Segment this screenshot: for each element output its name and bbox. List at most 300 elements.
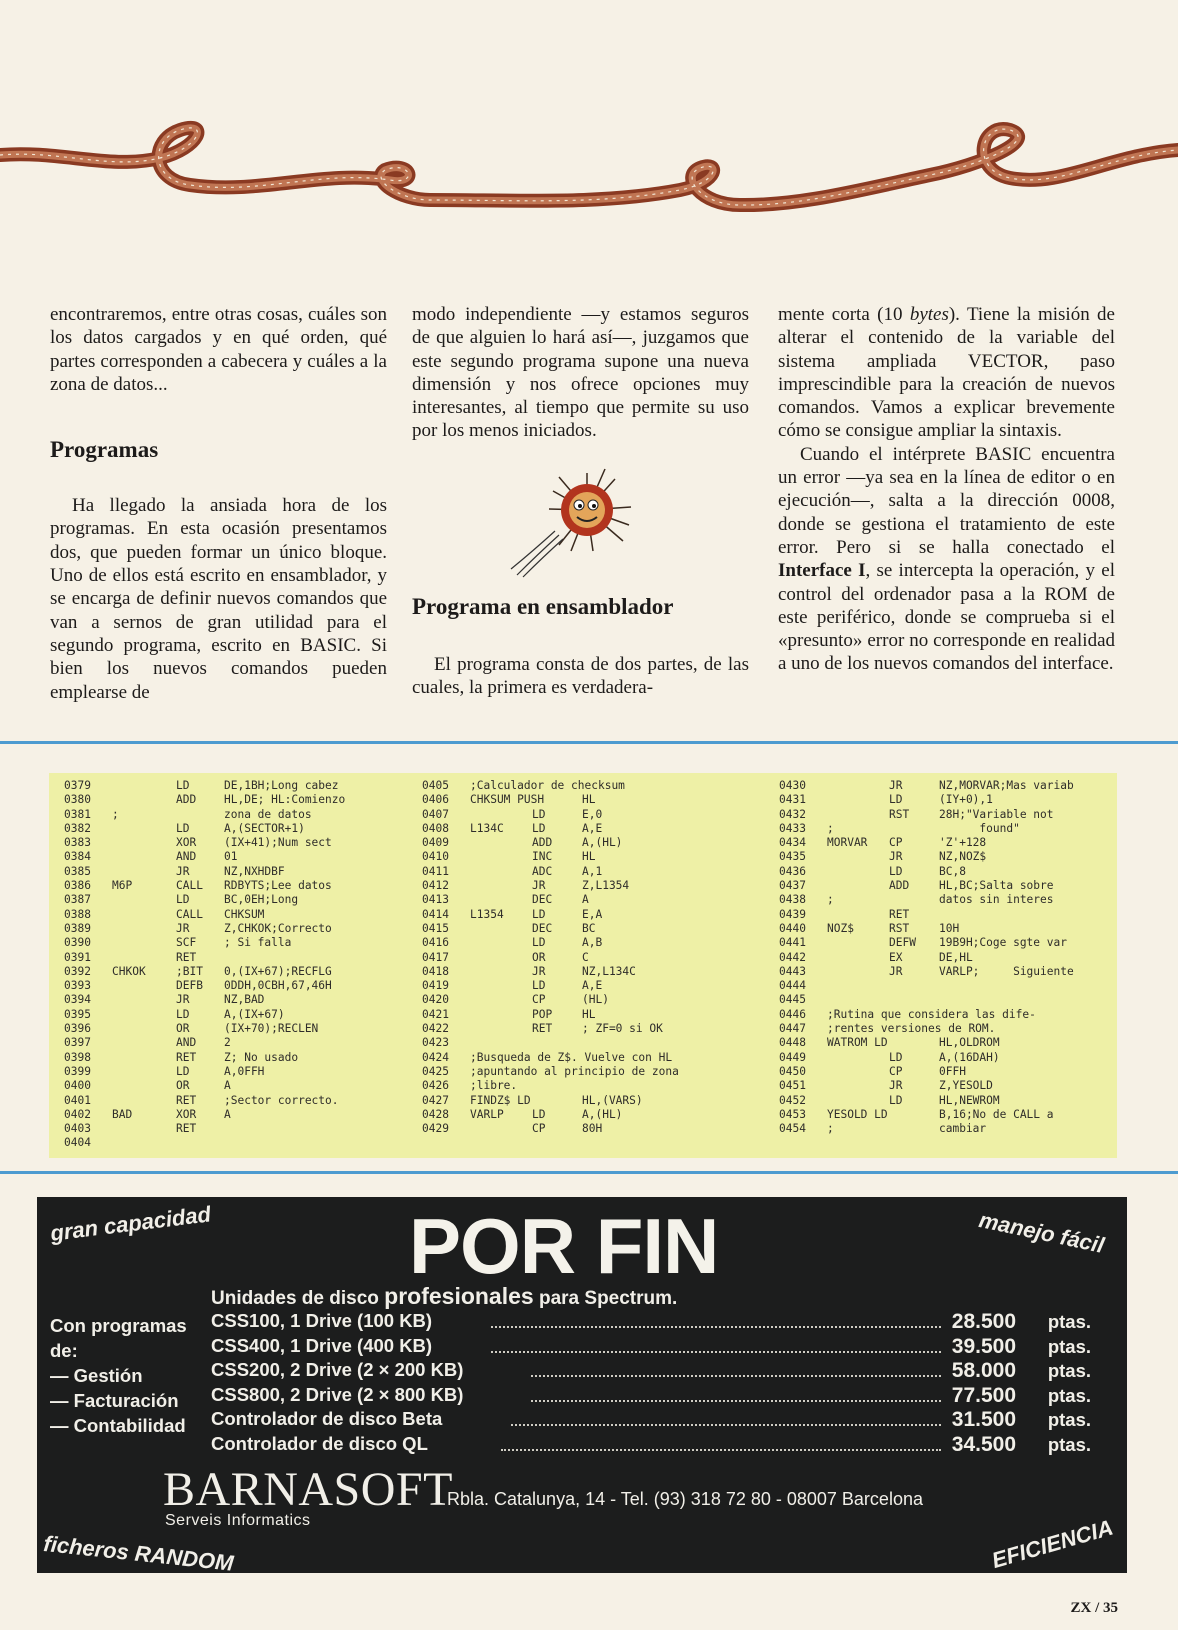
listing-line — [64, 1094, 394, 1108]
listing-num: 0416 — [422, 936, 449, 950]
body-paragraph: encontraremos, entre otras cosas, cuáles son los datos cargados y en qué orden, qué partes corresponden a cabecera y cuáles a la zona de datos... — [50, 304, 387, 395]
listing-num: 0384 — [64, 850, 91, 864]
listing-label: WATROM LD — [827, 1036, 888, 1050]
ribbon-illustration — [0, 110, 1178, 260]
product-name: CSS400, 1 Drive (400 KB) — [211, 1334, 433, 1356]
listing-num: 0436 — [779, 864, 806, 878]
listing-num: 0392 — [64, 964, 91, 978]
brand-address: Rbla. Catalunya, 14 - Tel. (93) 318 72 80 - 08007 Barcelona — [447, 1489, 923, 1509]
listing-label: ; — [827, 821, 834, 835]
product-price: 34.500 — [951, 1432, 1016, 1456]
listing-label: L134C — [470, 821, 504, 835]
listing-num: 0447 — [779, 1022, 806, 1036]
listing-num: 0440 — [779, 921, 806, 935]
listing-line — [64, 1079, 394, 1093]
listing-num: 0411 — [422, 864, 449, 878]
listing-num: 0401 — [64, 1093, 91, 1107]
listing-arg: datos sin interes — [939, 893, 1054, 907]
listing-num: 0397 — [64, 1036, 91, 1050]
listing-line — [779, 865, 1109, 879]
listing-line — [64, 1051, 394, 1065]
subtitle-part: para Spectrum. — [533, 1288, 678, 1309]
listing-num: 0413 — [422, 893, 449, 907]
listing-line — [64, 808, 394, 822]
listing-label: ;libre. — [470, 1079, 518, 1093]
listing-op: ADD — [532, 836, 553, 850]
listing-line — [64, 1108, 394, 1122]
listing-line — [64, 836, 394, 850]
listing-num: 0439 — [779, 907, 806, 921]
listing-line — [64, 822, 394, 836]
listing-line — [779, 1051, 1109, 1065]
listing-num: 0426 — [422, 1079, 449, 1093]
price-unit: ptas. — [1047, 1384, 1091, 1406]
assembly-listing — [49, 773, 1117, 1158]
listing-line — [422, 908, 767, 922]
price-unit: ptas. — [1047, 1433, 1091, 1455]
body-paragraph: Ha llegado la ansiada hora de los programas. En esta ocasión presentamos dos, que pueden formar un único bloque. Uno de ellos está escrito en ensamblador, y se encarga de definir nuevos comandos que van a sernos de gran utilidad para el segundo programa, escrito en BASIC. Si bien los nuevos comandos pueden emplearse de — [50, 495, 387, 703]
listing-arg: BC,8 — [939, 864, 966, 878]
price-row — [211, 1335, 1091, 1360]
listing-num: 0438 — [779, 893, 806, 907]
listing-op: LD — [889, 793, 903, 807]
listing-line — [779, 1094, 1109, 1108]
listing-num: 0391 — [64, 950, 91, 964]
listing-arg: NZ,L134C — [582, 964, 636, 978]
listing-arg: HL — [582, 793, 596, 807]
listing-num: 0431 — [779, 793, 806, 807]
listing-line — [779, 965, 1109, 979]
body-paragraph: El programa consta de dos partes, de las cuales, la primera es verdadera- — [412, 653, 749, 699]
listing-num: 0393 — [64, 979, 91, 993]
listing-line — [422, 822, 767, 836]
slogan-eficiencia: EFICIENCIA — [989, 1514, 1116, 1574]
price-unit: ptas. — [1047, 1409, 1091, 1430]
listing-op: JR — [532, 879, 546, 893]
listing-op: EX — [889, 950, 903, 964]
listing-line — [64, 1122, 394, 1136]
listing-line — [422, 1051, 767, 1065]
body-paragraph: modo independiente —y estamos seguros de que alguien lo hará así—, juzgamos que este segundo programa supone una nueva dimensión y nos ofrece opciones muy interesantes, al tiempo que permite su uso por los menos iniciados. — [412, 304, 749, 442]
listing-arg: 'Z'+128 — [939, 836, 987, 850]
listing-num: 0435 — [779, 850, 806, 864]
listing-arg: NZ,NXHDBF — [224, 864, 285, 878]
price-unit: ptas. — [1047, 1360, 1091, 1381]
listing-line — [64, 951, 394, 965]
listing-op: JR — [176, 864, 190, 878]
listing-op: XOR — [176, 836, 197, 850]
listing-op: OR — [532, 950, 546, 964]
listing-line — [422, 965, 767, 979]
listing-line — [64, 922, 394, 936]
listing-line — [422, 1079, 767, 1093]
listing-arg: cambiar — [939, 1122, 987, 1136]
listing-num: 0422 — [422, 1022, 449, 1036]
listing-op: SCF — [176, 936, 197, 950]
listing-op: LD — [889, 864, 903, 878]
listing-arg: A,(SECTOR+1) — [224, 821, 305, 835]
listing-line — [422, 836, 767, 850]
listing-label: YESOLD LD — [827, 1107, 888, 1121]
subtitle-emphasis: profesionales — [384, 1283, 534, 1309]
listing-num: 0412 — [422, 879, 449, 893]
price-row — [211, 1384, 1091, 1409]
listing-line — [779, 779, 1109, 793]
listing-op: ;BIT — [176, 964, 203, 978]
listing-line — [64, 1136, 394, 1150]
leader-dots — [491, 1349, 941, 1353]
listing-line — [422, 951, 767, 965]
ad-title: POR FIN — [409, 1202, 719, 1290]
listing-line — [422, 808, 767, 822]
listing-line — [422, 1065, 767, 1079]
listing-line — [422, 922, 767, 936]
listing-arg: A — [582, 893, 589, 907]
listing-arg: A — [224, 1107, 231, 1121]
listing-arg: HL,DE; HL:Comienzo — [224, 793, 346, 807]
product-price: 39.500 — [951, 1334, 1016, 1358]
listing-op: ADC — [532, 864, 553, 878]
listing-num: 0399 — [64, 1064, 91, 1078]
listing-num: 0441 — [779, 936, 806, 950]
listing-line — [64, 893, 394, 907]
listing-arg: A,(HL) — [582, 836, 623, 850]
listing-op: JR — [176, 921, 190, 935]
listing-arg: E,A — [582, 907, 603, 921]
body-paragraph — [778, 443, 1115, 676]
listing-line — [779, 936, 1109, 950]
listing-arg: 0DDH,0CBH,67,46H — [224, 979, 332, 993]
listing-num: 0387 — [64, 893, 91, 907]
listing-num: 0443 — [779, 964, 806, 978]
section-heading-programas: Programas — [50, 437, 159, 463]
listing-line — [64, 979, 394, 993]
listing-op: INC — [532, 850, 553, 864]
listing-line — [779, 836, 1109, 850]
fuzzy-creature-illustration — [497, 465, 637, 585]
product-price: 31.500 — [951, 1408, 1016, 1431]
listing-num: 0429 — [422, 1122, 449, 1136]
listing-num: 0410 — [422, 850, 449, 864]
listing-num: 0423 — [422, 1036, 449, 1050]
listing-label: ;Calculador de checksum — [470, 779, 625, 792]
bold-term: Interface I — [778, 560, 866, 582]
listing-line — [64, 1022, 394, 1036]
listing-line — [779, 822, 1109, 836]
listing-arg: NZ,BAD — [224, 993, 265, 1007]
listing-arg: A,(16DAH) — [939, 1050, 1000, 1064]
listing-line — [422, 850, 767, 864]
listing-arg: A — [224, 1079, 231, 1093]
listing-op: RET — [176, 1093, 197, 1107]
listing-label: ;Busqueda de Z$. Vuelve con HL — [470, 1050, 673, 1064]
listing-op: CP — [889, 1064, 903, 1078]
listing-line — [779, 908, 1109, 922]
listing-num: 0415 — [422, 921, 449, 935]
listing-num: 0420 — [422, 993, 449, 1007]
listing-line — [64, 1008, 394, 1022]
listing-num: 0428 — [422, 1107, 449, 1121]
listing-num: 0421 — [422, 1007, 449, 1021]
listing-arg: Z,YESOLD — [939, 1079, 993, 1093]
price-unit: ptas. — [1047, 1335, 1091, 1357]
listing-num: 0424 — [422, 1050, 449, 1064]
listing-num: 0442 — [779, 950, 806, 964]
listing-num: 0405 — [422, 779, 449, 792]
listing-num: 0402 — [64, 1107, 91, 1121]
listing-op: LD — [532, 907, 546, 921]
listing-num: 0404 — [64, 1136, 91, 1150]
listing-line — [779, 993, 1109, 1007]
subtitle-part: Unidades de disco — [211, 1288, 385, 1309]
listing-op: LD — [176, 1007, 190, 1021]
listing-num: 0407 — [422, 807, 449, 821]
listing-line — [422, 1022, 767, 1036]
listing-num: 0432 — [779, 807, 806, 821]
listing-num: 0448 — [779, 1036, 806, 1050]
listing-arg: 01 — [224, 850, 238, 864]
listing-label: ;rentes versiones de ROM. — [827, 1022, 996, 1036]
listing-num: 0451 — [779, 1079, 806, 1093]
listing-arg: 80H — [582, 1122, 603, 1136]
listing-op: JR — [889, 779, 903, 792]
listing-label: ; — [827, 1122, 834, 1136]
listing-label: CHKOK — [112, 964, 146, 978]
listing-line — [422, 879, 767, 893]
listing-op: ADD — [889, 879, 910, 893]
price-row — [211, 1359, 1091, 1384]
listing-arg: C — [582, 950, 589, 964]
listing-line — [422, 1094, 767, 1108]
listing-column-1 — [64, 779, 394, 1151]
text-run: mente corta (10 — [778, 304, 910, 325]
listing-op: AND — [176, 850, 197, 864]
listing-arg: (IX+41);Num sect — [224, 836, 332, 850]
price-list — [211, 1310, 1091, 1457]
listing-line — [779, 1036, 1109, 1050]
listing-arg: ; ZF=0 si OK — [582, 1022, 663, 1036]
listing-arg: A,E — [582, 979, 603, 993]
listing-op: RET — [532, 1022, 553, 1036]
listing-line — [422, 993, 767, 1007]
listing-op: LD — [889, 1050, 903, 1064]
listing-num: 0396 — [64, 1022, 91, 1036]
listing-num: 0419 — [422, 979, 449, 993]
listing-num: 0379 — [64, 779, 91, 792]
listing-num: 0430 — [779, 779, 806, 792]
listing-num: 0453 — [779, 1107, 806, 1121]
listing-line — [64, 1036, 394, 1050]
listing-op: LD — [176, 1064, 190, 1078]
software-list-item: Con programas — [50, 1315, 187, 1336]
listing-line — [422, 1122, 767, 1136]
listing-op: LD — [532, 1107, 546, 1121]
listing-line — [422, 1008, 767, 1022]
listing-column-3 — [779, 779, 1109, 1136]
listing-label: CHKSUM PUSH — [470, 793, 545, 807]
listing-arg: 19B9H;Coge sgte var — [939, 936, 1067, 950]
listing-label: VARLP — [470, 1107, 504, 1121]
listing-num: 0382 — [64, 821, 91, 835]
listing-line — [422, 979, 767, 993]
listing-arg: found" — [939, 821, 1020, 835]
price-row — [211, 1310, 1091, 1335]
listing-num: 0408 — [422, 821, 449, 835]
listing-line — [64, 908, 394, 922]
listing-num: 0434 — [779, 836, 806, 850]
listing-line — [422, 893, 767, 907]
listing-num: 0425 — [422, 1064, 449, 1078]
listing-num: 0418 — [422, 964, 449, 978]
slogan-ficheros-random: ficheros RANDOM — [42, 1531, 235, 1576]
listing-op: OR — [176, 1022, 190, 1036]
slogan-manejo-facil: manejo fácil — [976, 1207, 1107, 1258]
listing-arg: DE,HL — [939, 950, 973, 964]
listing-num: 0395 — [64, 1007, 91, 1021]
italic-term: bytes — [909, 304, 949, 325]
listing-line — [779, 951, 1109, 965]
slogan-gran-capacidad: gran capacidad — [49, 1201, 213, 1246]
listing-line — [422, 1108, 767, 1122]
listing-num: 0388 — [64, 907, 91, 921]
listing-arg: A,B — [582, 936, 603, 950]
listing-line — [779, 793, 1109, 807]
listing-op: LD — [532, 936, 546, 950]
listing-op: RET — [176, 950, 197, 964]
listing-arg: (IX+70);RECLEN — [224, 1022, 319, 1036]
listing-num: 0394 — [64, 993, 91, 1007]
listing-num: 0390 — [64, 936, 91, 950]
listing-line — [779, 808, 1109, 822]
listing-num: 0400 — [64, 1079, 91, 1093]
listing-arg: A,(HL) — [582, 1107, 623, 1121]
listing-arg: RDBYTS;Lee datos — [224, 879, 332, 893]
listing-arg: B,16;No de CALL a — [939, 1107, 1054, 1121]
listing-line — [64, 993, 394, 1007]
listing-label: ; — [827, 893, 834, 907]
product-price: 58.000 — [951, 1359, 1016, 1382]
listing-line — [779, 850, 1109, 864]
listing-op: DEFW — [889, 936, 916, 950]
listing-op: JR — [176, 993, 190, 1007]
price-row — [211, 1408, 1091, 1433]
listing-line — [779, 922, 1109, 936]
brand-logo: BARNASOFT — [163, 1463, 453, 1516]
listing-label: NOZ$ — [827, 921, 854, 935]
listing-arg: DE,1BH;Long cabez — [224, 779, 339, 792]
listing-op: LD — [889, 1093, 903, 1107]
listing-arg: 0,(IX+67);RECFLG — [224, 964, 332, 978]
listing-arg: 28H;"Variable not — [939, 807, 1054, 821]
listing-line — [779, 1108, 1109, 1122]
listing-arg: (HL) — [582, 993, 609, 1007]
listing-op: LD — [176, 893, 190, 907]
listing-num: 0385 — [64, 864, 91, 878]
product-price: 28.500 — [951, 1310, 1016, 1333]
software-list-item: — Facturación — [50, 1390, 179, 1411]
listing-op: DEFB — [176, 979, 203, 993]
listing-arg: A,0FFH — [224, 1064, 265, 1078]
text-run: ). Tiene la misión de alterar el contenido de la variable del sistema ampliada VECTOR, paso imprescindible para la creación de nuevos comandos. Vamos a explicar brevemente cómo se consigue ampliar la sintaxis. — [778, 304, 1115, 442]
software-list-item: — Contabilidad — [50, 1415, 186, 1436]
body-paragraph — [778, 303, 1115, 443]
listing-op: LD — [176, 779, 190, 792]
listing-line — [64, 779, 394, 793]
listing-op: LD — [532, 807, 546, 821]
listing-line — [422, 1036, 767, 1050]
listing-line — [779, 1065, 1109, 1079]
listing-arg: Z,CHKOK;Correcto — [224, 921, 332, 935]
listing-num: 0450 — [779, 1064, 806, 1078]
product-price: 77.500 — [951, 1383, 1016, 1407]
listing-op: XOR — [176, 1107, 197, 1121]
listing-arg: A,(IX+67) — [224, 1007, 285, 1021]
listing-num: 0409 — [422, 836, 449, 850]
listing-label: L1354 — [470, 907, 504, 921]
listing-arg: NZ,NOZ$ — [939, 850, 987, 864]
listing-arg: HL — [582, 850, 596, 864]
listing-arg: Z,L1354 — [582, 879, 630, 893]
product-name: Controlador de disco Beta — [211, 1408, 443, 1429]
listing-label: ;Rutina que considera las dife- — [827, 1007, 1036, 1021]
listing-line — [779, 979, 1109, 993]
listing-op: DEC — [532, 921, 553, 935]
listing-label: ; — [112, 807, 119, 821]
listing-op: LD — [532, 979, 546, 993]
listing-arg: NZ,MORVAR;Mas variab — [939, 779, 1074, 792]
brand-tagline: Serveis Informatics — [165, 1512, 311, 1529]
listing-num: 0398 — [64, 1050, 91, 1064]
text-run: Cuando el intérprete BASIC encuentra un error —ya sea en la línea de editor o en ejecución—, salta a la dirección 0008, donde se gestiona el tratamiento de este error. Pero si se halla conectado el — [778, 443, 1115, 558]
listing-arg: BC,0EH;Long — [224, 893, 299, 907]
listing-arg: 2 — [224, 1036, 231, 1050]
listing-label: BAD — [112, 1107, 133, 1121]
ad-subtitle — [211, 1283, 677, 1310]
listing-num: 0437 — [779, 879, 806, 893]
product-name: Controlador de disco QL — [211, 1432, 428, 1454]
listing-num: 0389 — [64, 921, 91, 935]
barnasoft-advertisement — [37, 1197, 1127, 1576]
listing-line — [779, 893, 1109, 907]
listing-op: JR — [889, 850, 903, 864]
listing-arg: BC — [582, 921, 596, 935]
listing-line — [779, 1122, 1109, 1136]
listing-op: CP — [532, 1122, 546, 1136]
listing-num: 0446 — [779, 1007, 806, 1021]
listing-op: RET — [889, 907, 910, 921]
listing-num: 0445 — [779, 993, 806, 1007]
listing-num: 0449 — [779, 1050, 806, 1064]
listing-op: RST — [889, 921, 910, 935]
listing-num: 0381 — [64, 807, 91, 821]
software-list-item: de: — [50, 1340, 78, 1361]
listing-line — [64, 879, 394, 893]
listing-line — [422, 936, 767, 950]
listing-line — [422, 793, 767, 807]
listing-op: CP — [889, 836, 903, 850]
listing-num: 0414 — [422, 907, 449, 921]
listing-line — [779, 1022, 1109, 1036]
listing-line — [64, 965, 394, 979]
listing-arg: zona de datos — [224, 807, 312, 821]
listing-arg: CHKSUM — [224, 907, 265, 921]
listing-op: DEC — [532, 893, 553, 907]
listing-arg: (IY+0),1 — [939, 793, 993, 807]
listing-line — [422, 865, 767, 879]
leader-dots — [531, 1398, 941, 1402]
listing-arg: ; Si falla — [224, 936, 292, 950]
listing-line — [64, 1065, 394, 1079]
